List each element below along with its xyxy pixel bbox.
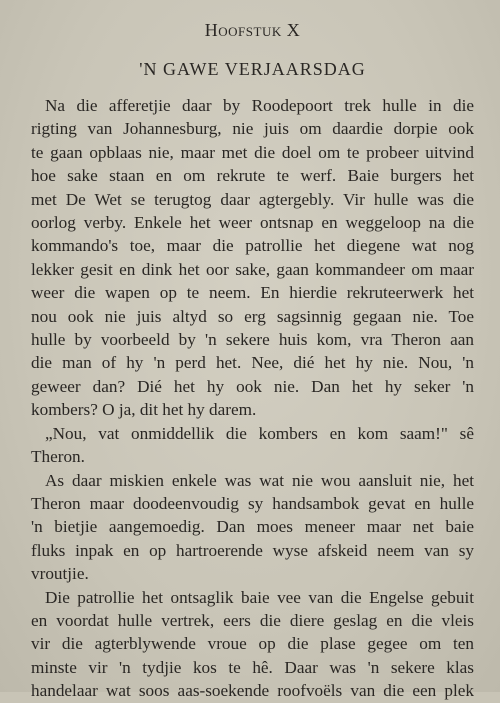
text-line: „Nou, vat onmiddellik die kombers en kom saam!" sê — [45, 423, 474, 443]
paragraph — [31, 586, 474, 703]
text-line: fluks inpak en op hartroerende wyse afskeid neem van sy — [31, 540, 474, 560]
text-line: handelaar wat soos aas-soekende roofvoëls van die een plek — [31, 681, 474, 701]
text-line: nou ook nie juis altyd so erg sagsinnig gegaan nie. Toe — [31, 306, 474, 326]
text-line: Theron maar doodeenvoudig sy handsambok gevat en hulle — [31, 493, 474, 513]
text-line: met De Wet se terugtog daar agtergebly. Vir hulle was die — [31, 189, 474, 209]
text-line: kombers? O ja, dit het hy darem. — [31, 400, 257, 420]
text-line: hoe sake staan en om rekrute te werf. Baie burgers het — [31, 166, 474, 186]
text-line: 'n bietjie aangemoedig. Dan moes meneer maar net baie — [31, 517, 474, 537]
text-line: Na die afferetjie daar by Roodepoort trek hulle in die — [45, 96, 474, 115]
text-line: rigting van Johannesburg, nie juis om daardie dorpie ook — [31, 119, 474, 139]
chapter-title: 'N GAWE VERJAARSDAG — [139, 59, 366, 79]
text-line: en voordat hulle vertrek, eers die diere geslag en die vleis — [31, 610, 474, 630]
text-line: die man of hy 'n perd het. Nee, dié het hy nie. Nou, 'n — [31, 353, 474, 373]
text-line: vir die agterblywende vroue op die plase gegee om ten — [31, 634, 474, 654]
chapter-word: Hoofstuk — [204, 20, 282, 40]
text-line: geweer dan? Dié het hy ook nie. Dan het hy seker 'n — [31, 376, 474, 396]
text-line: As daar miskien enkele was wat nie wou aansluit nie, het — [45, 470, 474, 490]
text-line: te gaan opblaas nie, maar met die doel om te probeer uitvind — [31, 142, 474, 162]
text-line: hulle by voorbeeld by 'n sekere huis kom, vra Theron aan — [31, 330, 474, 350]
body-text — [31, 94, 474, 703]
text-line: Die patrollie het ontsaglik baie vee van die Engelse gebuit — [45, 587, 474, 607]
text-line: oorlog verby. Enkele het weer ontsnap en weggeloop na die — [31, 213, 474, 233]
text-line: vroutjie. — [31, 564, 89, 584]
paragraph — [31, 94, 474, 422]
paragraph — [31, 469, 474, 586]
text-line: lekker gesit en dink het oor sake, gaan kommandeer om maar — [31, 259, 474, 279]
text-line: Theron. — [31, 447, 85, 467]
text-line: minste vir 'n tydjie kos te hê. Daar was 'n sekere klas — [31, 657, 474, 677]
text-line: weer die wapen op te neem. En hierdie rekruteerwerk het — [31, 283, 474, 303]
chapter-number: X — [286, 20, 301, 40]
text-line: kommando's toe, maar die patrollie het diegene wat nog — [31, 236, 474, 256]
paragraph — [31, 422, 474, 469]
chapter-header — [31, 20, 474, 41]
